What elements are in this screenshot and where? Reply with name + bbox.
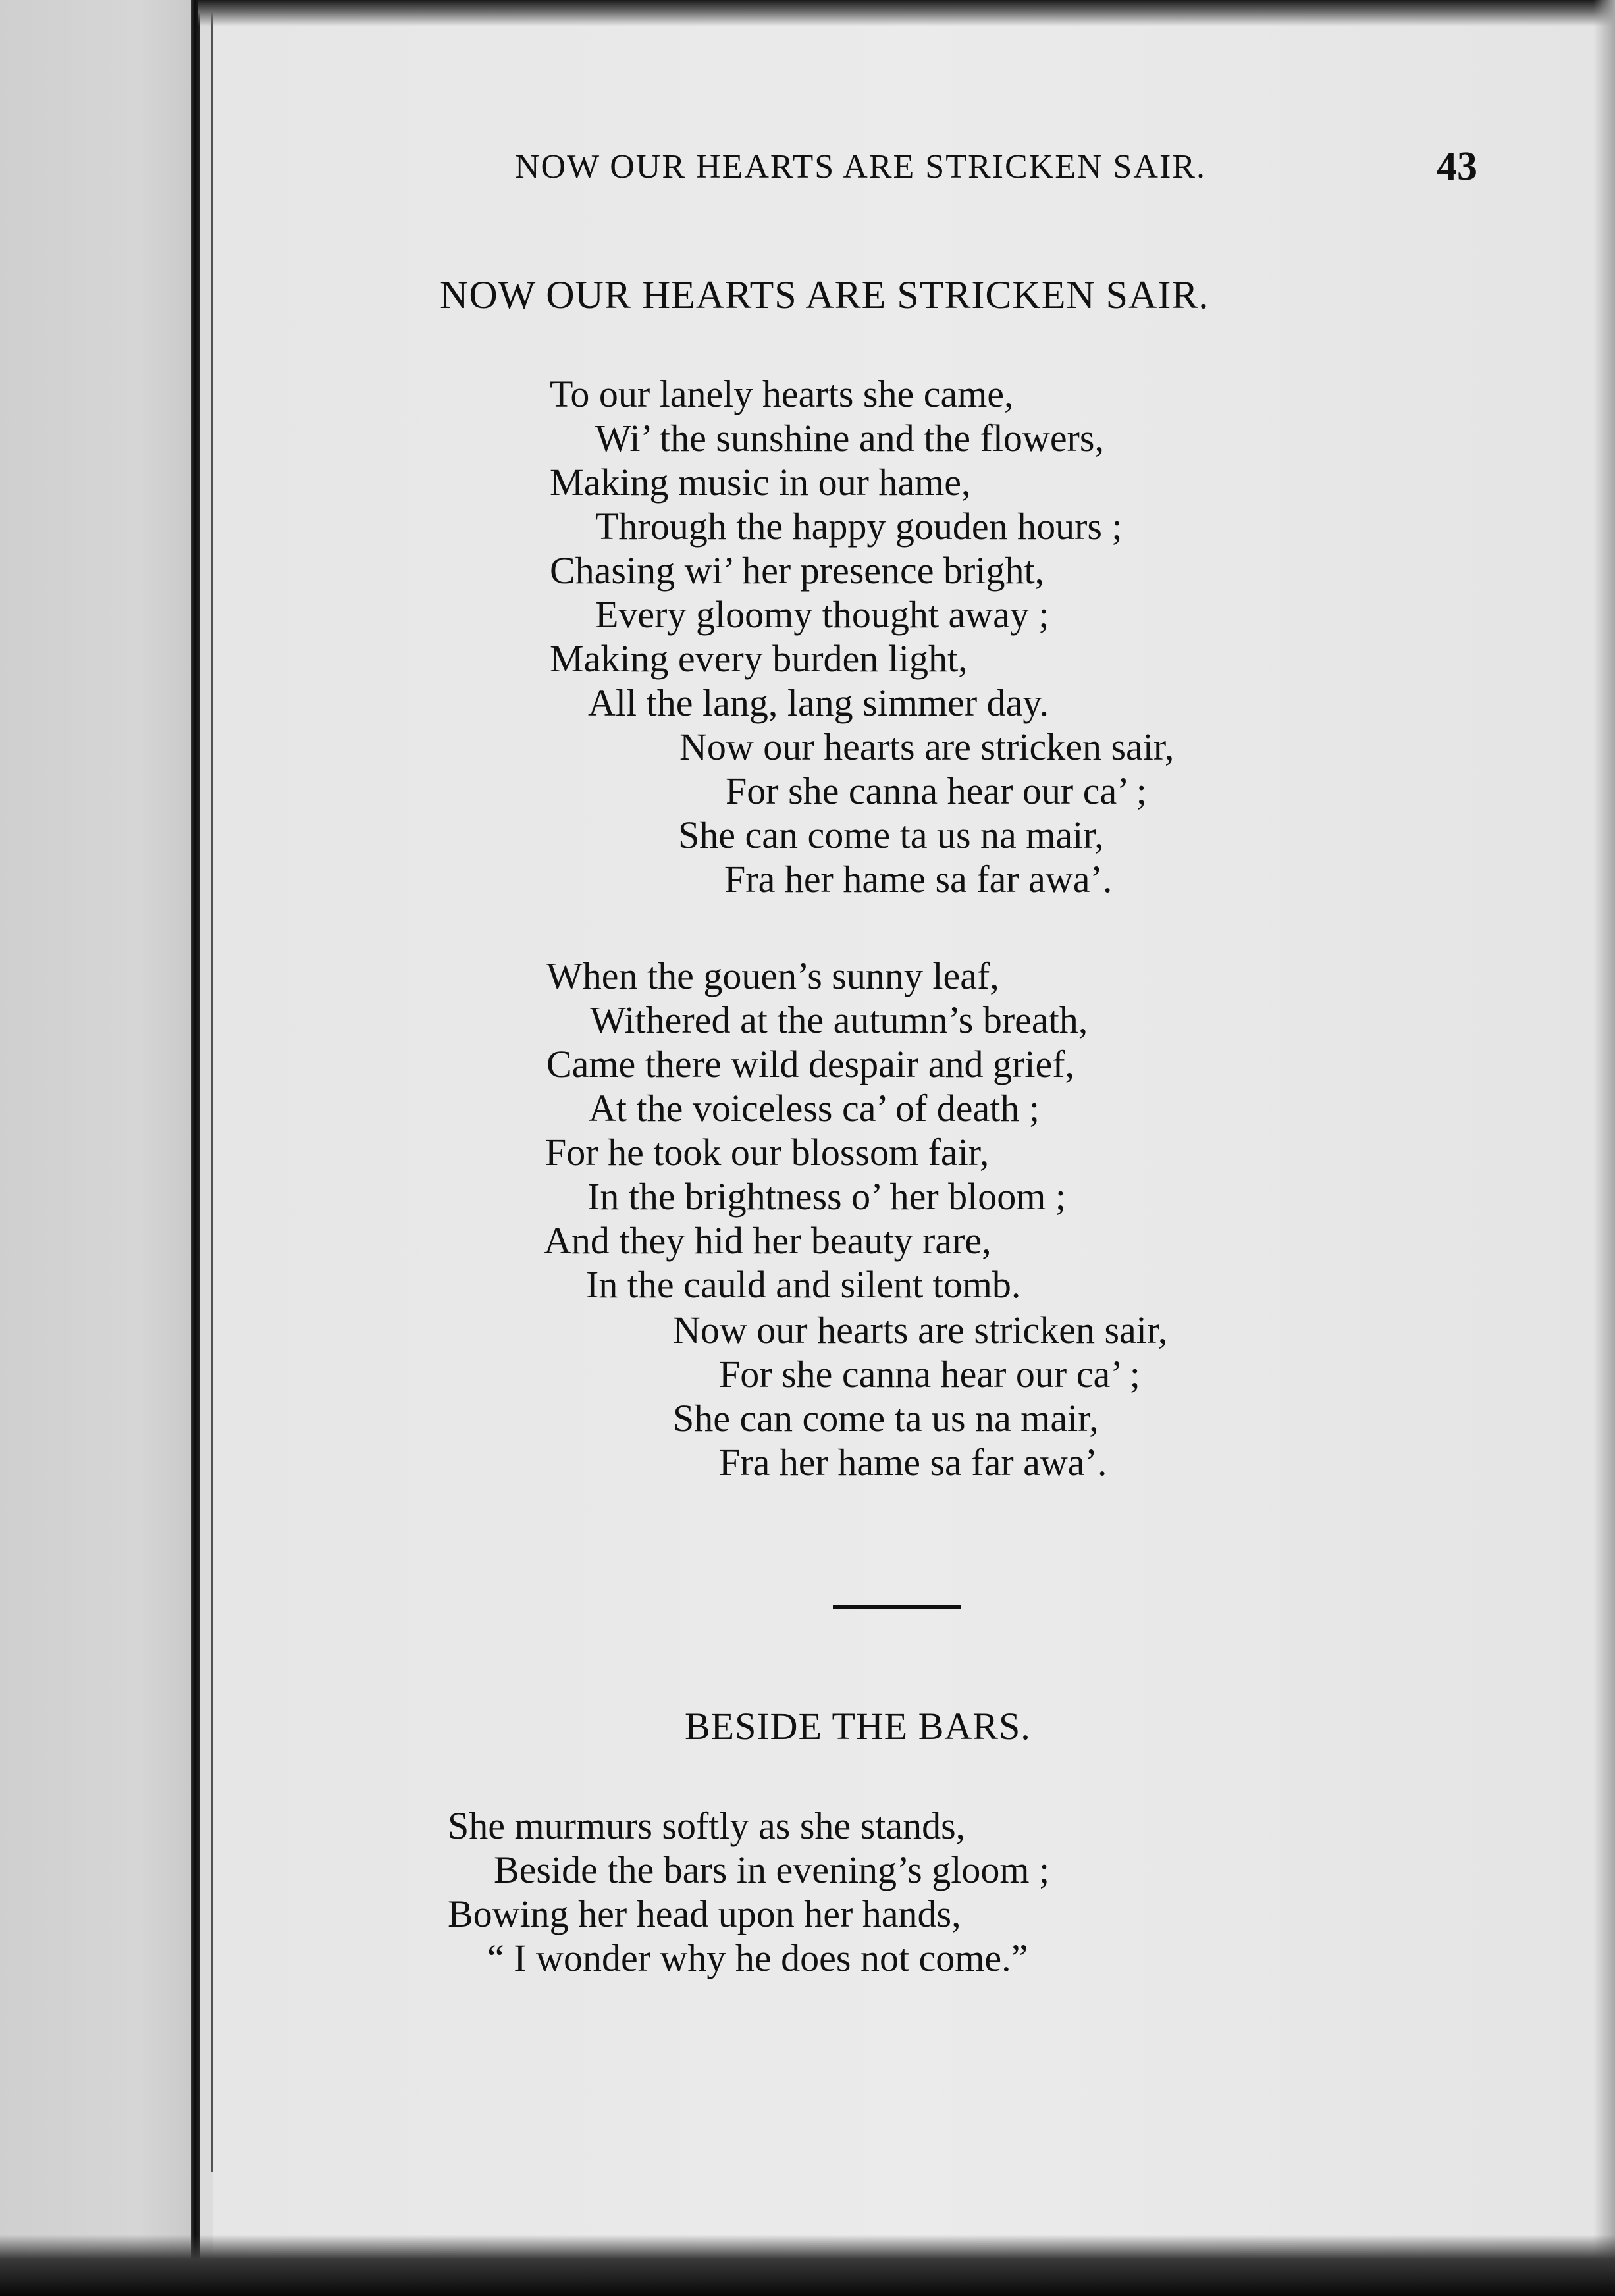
verse-line: Every gloomy thought away ; — [595, 593, 1049, 636]
refrain-line: For she canna hear our ca’ ; — [719, 1353, 1140, 1396]
right-page-edge — [1593, 0, 1615, 2296]
verse-line: Wi’ the sunshine and the flowers, — [595, 417, 1104, 459]
verse-line: In the cauld and silent tomb. — [586, 1263, 1021, 1306]
refrain-line: She can come ta us na mair, — [678, 814, 1104, 856]
refrain-line: Now our hearts are stricken sair, — [679, 725, 1175, 768]
binding-gutter — [191, 0, 200, 2296]
verse-line: Chasing wi’ her presence bright, — [550, 549, 1045, 592]
top-scan-shadow — [198, 0, 1615, 26]
page-number: 43 — [1437, 144, 1477, 189]
binding-edge — [211, 0, 213, 2172]
refrain-line: She can come ta us na mair, — [673, 1397, 1099, 1440]
verse-line: Through the happy gouden hours ; — [595, 505, 1123, 548]
refrain-line: Fra her hame sa far awa’. — [719, 1441, 1107, 1484]
verse-line: At the voiceless ca’ of death ; — [589, 1087, 1040, 1130]
refrain-line: For she canna hear our ca’ ; — [726, 770, 1147, 812]
verse-line: Bowing her head upon her hands, — [448, 1892, 961, 1935]
bottom-scan-shadow — [0, 2235, 1615, 2296]
section-divider — [833, 1605, 961, 1609]
verse-line: And they hid her beauty rare, — [544, 1219, 992, 1262]
verse-line: For he took our blossom fair, — [545, 1131, 990, 1174]
running-head: NOW OUR HEARTS ARE STRICKEN SAIR. — [515, 148, 1206, 186]
verse-line: When the gouen’s sunny leaf, — [546, 954, 999, 997]
verse-line: Came there wild despair and grief, — [546, 1043, 1075, 1085]
refrain-line: Now our hearts are stricken sair, — [673, 1309, 1168, 1351]
verse-line: To our lanely hearts she came, — [550, 373, 1014, 415]
poem-title: NOW OUR HEARTS ARE STRICKEN SAIR. — [440, 273, 1209, 317]
verse-line: In the brightness o’ her bloom ; — [587, 1175, 1067, 1218]
verse-line: Making every burden light, — [550, 637, 968, 680]
verse-line: Withered at the autumn’s breath, — [590, 999, 1088, 1041]
verse-line: “ I wonder why he does not come.” — [487, 1937, 1028, 1979]
facing-page-margin — [0, 0, 198, 2296]
verse-line: She murmurs softly as she stands, — [448, 1804, 966, 1847]
poem-title: BESIDE THE BARS. — [685, 1705, 1031, 1748]
verse-line: All the lang, lang simmer day. — [588, 681, 1049, 724]
verse-line: Making music in our hame, — [550, 461, 971, 504]
verse-line: Beside the bars in evening’s gloom ; — [494, 1848, 1050, 1891]
refrain-line: Fra her hame sa far awa’. — [724, 858, 1113, 900]
